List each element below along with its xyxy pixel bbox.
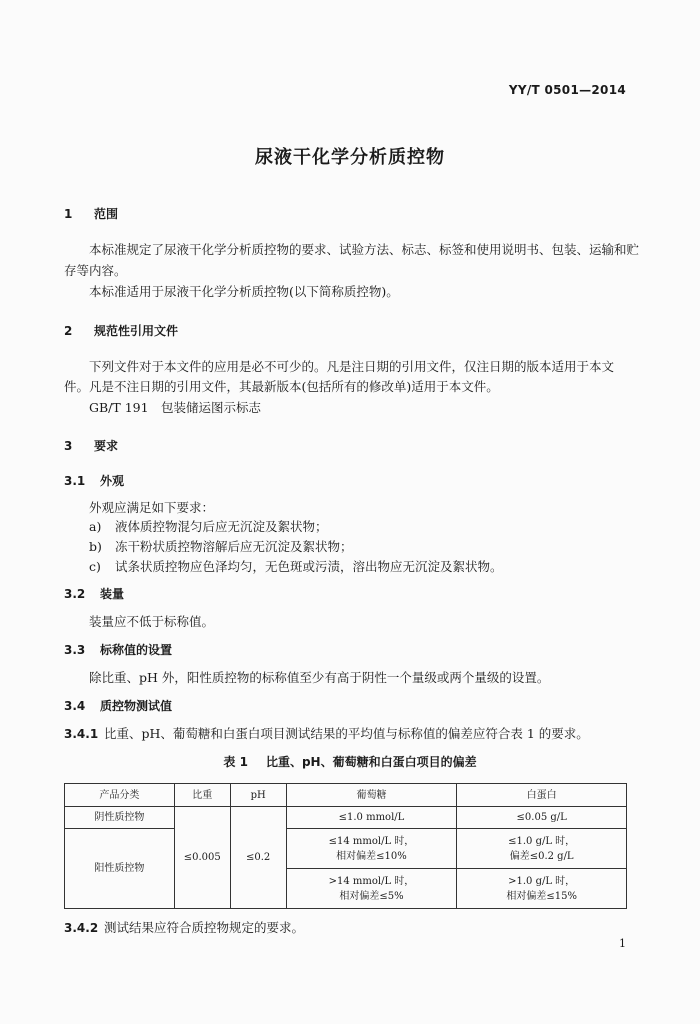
section-number: 3.4: [64, 699, 86, 713]
section-number: 3.2: [64, 587, 86, 601]
section-title: 要求: [94, 439, 119, 453]
category-cell: 阴性质控物: [65, 807, 175, 829]
section-number: 3.4.2: [64, 921, 99, 935]
glucose-cell: [286, 869, 457, 909]
fill-volume-text: 装量应不低于标称值。: [89, 614, 215, 629]
standard-number: YY/T 0501—2014: [508, 83, 626, 97]
column-header: 葡萄糖: [286, 784, 457, 807]
page-number: 1: [619, 937, 626, 950]
section-title: 外观: [100, 474, 125, 488]
section-title: 标称值的设置: [100, 643, 173, 657]
cell-line: 偏差≤0.2 g/L: [509, 850, 574, 862]
section-2-para-line-1: 下列文件对于本文件的应用是必不可少的。凡是注日期的引用文件，仅注日期的版本适用于本文: [89, 359, 615, 374]
item-label: c): [89, 559, 101, 574]
section-3-4-heading: [64, 697, 172, 714]
section-3-4-1: [64, 724, 589, 742]
clause-text: 测试结果应符合质控物规定的要求。: [104, 920, 305, 935]
category-cell: 阳性质控物: [65, 829, 175, 909]
column-header: 白蛋白: [457, 784, 627, 807]
section-title: 装量: [100, 587, 125, 601]
cell-line: 相对偏差≤15%: [506, 890, 577, 902]
column-header: 比重: [174, 784, 230, 807]
ph-cell: ≤0.2: [230, 807, 286, 909]
section-2-heading: [64, 322, 178, 339]
appearance-item-b: [89, 537, 353, 555]
table-header-row: [65, 784, 627, 807]
table-title: 比重、pH、葡萄糖和白蛋白项目的偏差: [265, 755, 477, 769]
column-header: 产品分类: [65, 784, 175, 807]
glucose-cell: [286, 829, 457, 869]
appearance-item-a: [89, 517, 328, 535]
cell-line: >14 mmol/L 时，: [328, 875, 415, 887]
item-label: a): [89, 519, 102, 534]
section-number: 3.1: [64, 474, 86, 488]
clause-text: 比重、pH、葡萄糖和白蛋白项目测试结果的平均值与标称值的偏差应符合表 1 的要求。: [104, 726, 589, 741]
table-row: [65, 829, 627, 869]
section-number: 3.4.1: [64, 727, 99, 741]
section-number: 2: [64, 324, 73, 338]
normative-reference: GB/T 191 包装储运图示标志: [89, 400, 262, 415]
appearance-item-c: [89, 557, 503, 575]
section-1-heading: [64, 205, 118, 222]
albumin-cell: [457, 829, 627, 869]
section-3-2-heading: [64, 585, 124, 602]
section-number: 1: [64, 207, 73, 221]
cell-line: 相对偏差≤5%: [339, 890, 404, 902]
item-text: 试条状质控物应色泽均匀，无色斑或污渍，溶出物应无沉淀及絮状物。: [115, 559, 503, 574]
albumin-cell: ≤0.05 g/L: [457, 807, 627, 829]
specific-gravity-cell: ≤0.005: [174, 807, 230, 909]
section-title: 质控物测试值: [100, 699, 173, 713]
cell-line: ≤1.0 g/L 时，: [508, 835, 576, 847]
cell-line: 相对偏差≤10%: [336, 850, 407, 862]
section-3-1-heading: [64, 472, 124, 489]
table-row: [65, 807, 627, 829]
section-1-para-2: 本标准适用于尿液干化学分析质控物(以下简称质控物)。: [89, 284, 399, 299]
section-2-para-line-2: 件。凡是不注日期的引用文件，其最新版本(包括所有的修改单)适用于本文件。: [64, 379, 499, 394]
item-text: 液体质控物混匀后应无沉淀及絮状物；: [115, 519, 328, 534]
column-header: pH: [230, 784, 286, 807]
section-3-heading: [64, 437, 118, 454]
table-1-caption: [0, 753, 700, 770]
section-number: 3.3: [64, 643, 86, 657]
section-3-4-2: [64, 918, 304, 936]
document-title: 尿液干化学分析质控物: [255, 147, 445, 168]
item-text: 冻干粉状质控物溶解后应无沉淀及絮状物；: [115, 539, 353, 554]
deviation-table: [64, 783, 627, 909]
item-label: b): [89, 539, 102, 554]
table-number: 表 1: [223, 755, 248, 769]
section-1-para-1-line-1: 本标准规定了尿液干化学分析质控物的要求、试验方法、标志、标签和使用说明书、包装、运输和贮: [89, 242, 640, 257]
section-number: 3: [64, 439, 73, 453]
section-title: 规范性引用文件: [94, 324, 179, 338]
nominal-value-text: 除比重、pH 外，阳性质控物的标称值至少有高于阴性一个量级或两个量级的设置。: [89, 670, 550, 685]
appearance-intro: 外观应满足如下要求：: [89, 500, 215, 515]
section-3-3-heading: [64, 641, 172, 658]
section-title: 范围: [94, 207, 119, 221]
cell-line: >1.0 g/L 时，: [508, 875, 576, 887]
glucose-cell: ≤1.0 mmol/L: [286, 807, 457, 829]
albumin-cell: [457, 869, 627, 909]
cell-line: ≤14 mmol/L 时，: [328, 835, 415, 847]
section-1-para-1-line-2: 存等内容。: [64, 263, 127, 278]
